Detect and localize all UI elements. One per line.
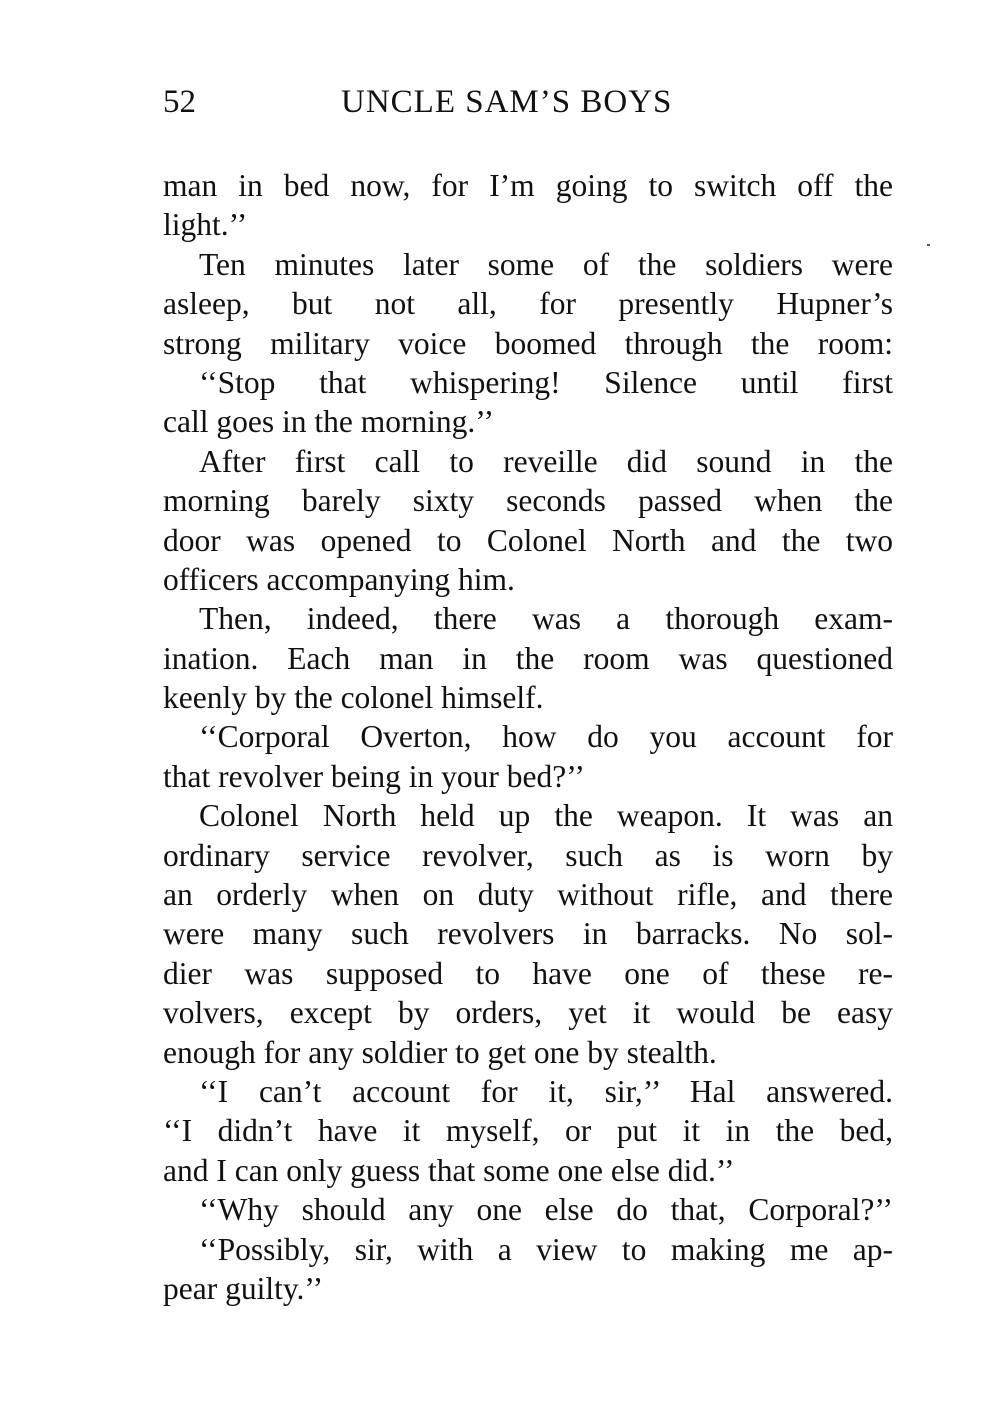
text-line: volvers, except by orders, yet it would be easy	[163, 995, 893, 1031]
text-line: Then, indeed, there was a thorough exam-	[199, 601, 893, 637]
text-line: ‘‘Why should any one else do that, Corporal?’’	[199, 1192, 893, 1228]
text-line: ‘‘I didn’t have it myself, or put it in the bed,	[163, 1113, 893, 1149]
text-line: door was opened to Colonel North and the two	[163, 522, 893, 558]
text-line: light.’’	[163, 207, 248, 243]
text-line: call goes in the morning.’’	[163, 404, 494, 440]
text-line: ordinary service revolver, such as is worn by	[163, 837, 893, 873]
text-line: officers accompanying him.	[163, 561, 515, 597]
text-line: man in bed now, for I’m going to switch off the	[163, 168, 893, 203]
text-line: morning barely sixty seconds passed when the	[163, 483, 893, 519]
text-line: that revolver being in your bed?’’	[163, 758, 585, 794]
text-line: ‘‘Corporal Overton, how do you account for	[199, 719, 893, 755]
text-line: ‘‘I can’t account for it, sir,’’ Hal answered.	[199, 1073, 893, 1109]
text-line: ‘‘Possibly, sir, with a view to making me ap-	[199, 1231, 893, 1267]
body-text	[163, 166, 893, 1308]
page-number: 52	[163, 84, 196, 120]
text-line: keenly by the colonel himself.	[163, 680, 544, 716]
text-line: asleep, but not all, for presently Hupner’s	[163, 286, 893, 322]
text-line: and I can only guess that some one else did.’’	[163, 1152, 735, 1188]
text-line: enough for any soldier to get one by stealth.	[163, 1034, 717, 1070]
text-line: ination. Each man in the room was questioned	[163, 640, 893, 676]
running-title: UNCLE SAM’S BOYS	[341, 84, 673, 120]
text-line: Ten minutes later some of the soldiers were	[199, 246, 893, 282]
text-line: were many such revolvers in barracks. No sol-	[163, 916, 893, 952]
page-header	[163, 78, 893, 126]
text-line: After first call to reveille did sound in the	[199, 443, 893, 479]
text-line: ‘‘Stop that whispering! Silence until first	[199, 364, 893, 400]
text-line: dier was supposed to have one of these re-	[163, 955, 893, 991]
text-line: Colonel North held up the weapon. It was an	[199, 798, 893, 834]
text-line: strong military voice boomed through the room:	[163, 325, 893, 361]
print-speck	[927, 244, 930, 246]
text-line: an orderly when on duty without rifle, and there	[163, 877, 893, 913]
text-line: pear guilty.’’	[163, 1270, 324, 1306]
